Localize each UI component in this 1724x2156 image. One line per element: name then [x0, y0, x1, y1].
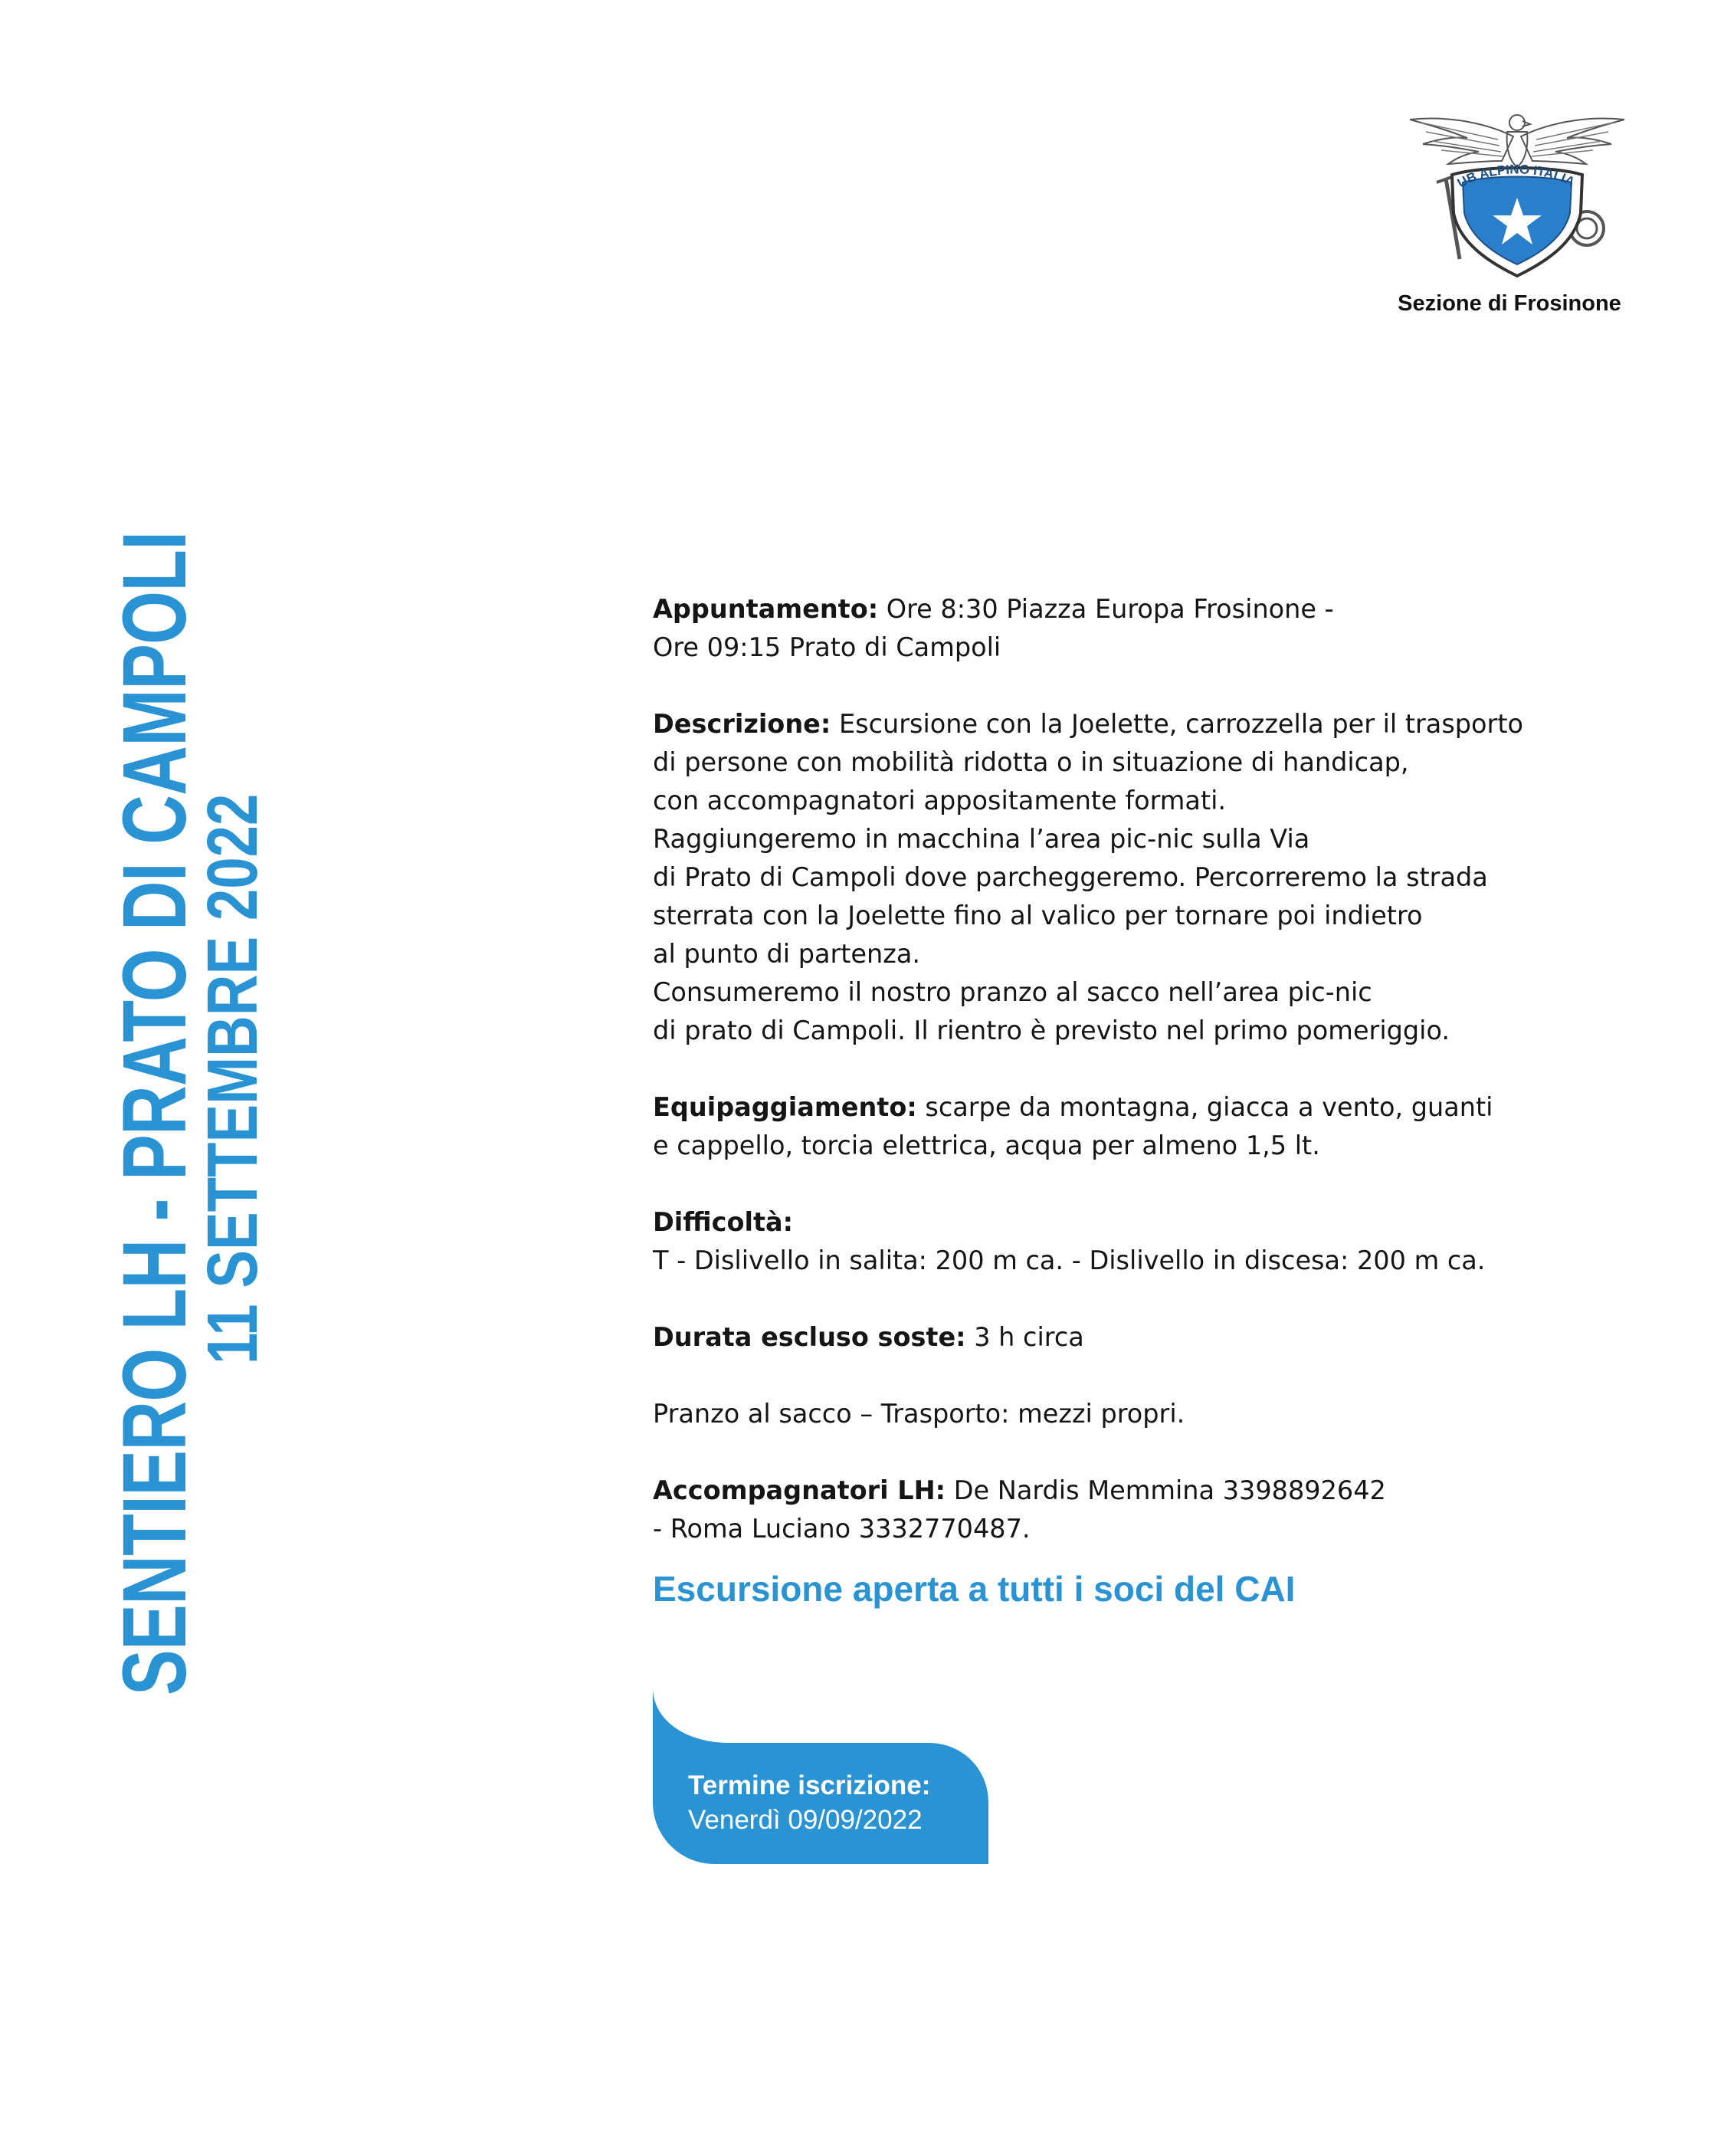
section-name: Sezione di Frosinone	[1398, 291, 1621, 316]
description-block	[653, 705, 1649, 1050]
open-to-members-note: Escursione aperta a tutti i soci del CAI	[653, 1569, 1296, 1609]
duration-label: Durata escluso soste:	[653, 1322, 966, 1352]
appointment-label: Appuntamento:	[653, 594, 879, 624]
description-text: Escursione con la Joelette, carrozzella per il trasporto	[831, 709, 1523, 739]
lunch-transport-text: Pranzo al sacco – Trasporto: mezzi propri.	[653, 1399, 1185, 1429]
deadline-label: Termine iscrizione:	[688, 1770, 931, 1800]
duration-block	[653, 1318, 1649, 1357]
event-details	[653, 590, 1649, 1548]
description-text: Consumeremo il nostro pranzo al sacco nell’area pic-nic	[653, 977, 1372, 1007]
description-text: di prato di Campoli. Il rientro è previsto nel primo pomeriggio.	[653, 1016, 1450, 1045]
equipment-text: scarpe da montagna, giacca a vento, guanti	[916, 1092, 1493, 1122]
description-text: di persone con mobilità ridotta o in situazione di handicap,	[653, 747, 1409, 777]
cai-logo	[1406, 106, 1628, 282]
duration-text: 3 h circa	[965, 1322, 1084, 1352]
appointment-text: Ore 09:15 Prato di Campoli	[653, 632, 1001, 662]
description-label: Descrizione:	[653, 709, 831, 739]
equipment-block	[653, 1088, 1649, 1165]
appointment-text: Ore 8:30 Piazza Europa Frosinone -	[878, 594, 1334, 624]
description-text: Raggiungeremo in macchina l’area pic-nic sulla Via	[653, 824, 1310, 854]
svg-text:CLUB ALPINO ITALIANO: UB ALPINO ITALIA	[1454, 162, 1578, 191]
description-text: con accompagnatori appositamente formati.	[653, 786, 1227, 815]
difficulty-label: Difficoltà:	[653, 1207, 794, 1237]
event-title: SENTIERO LH - PRATO DI CAMPOLI	[104, 531, 205, 1695]
description-text: al punto di partenza.	[653, 939, 921, 969]
difficulty-text: T - Dislivello in salita: 200 m ca. - Dislivello in discesa: 200 m ca.	[653, 1245, 1486, 1275]
guides-text: - Roma Luciano 3332770487.	[653, 1514, 1031, 1544]
eagle-emblem-icon	[1406, 106, 1628, 282]
guides-label: Accompagnatori LH:	[653, 1475, 946, 1505]
guides-block	[653, 1472, 1649, 1548]
appointment-block	[653, 590, 1649, 667]
registration-deadline-badge	[653, 1688, 988, 1864]
event-date: 11 SETTEMBRE 2022	[192, 793, 272, 1364]
deadline-value: Venerdì 09/09/2022	[688, 1805, 923, 1835]
difficulty-block	[653, 1203, 1649, 1280]
equipment-label: Equipaggiamento:	[653, 1092, 917, 1122]
equipment-text: e cappello, torcia elettrica, acqua per almeno 1,5 lt.	[653, 1131, 1320, 1160]
description-text: di Prato di Campoli dove parcheggeremo. Percorreremo la strada	[653, 862, 1488, 892]
guides-text: De Nardis Memmina 3398892642	[946, 1475, 1386, 1505]
lunch-transport-block	[653, 1395, 1649, 1433]
description-text: sterrata con la Joelette fino al valico per tornare poi indietro	[653, 901, 1423, 930]
